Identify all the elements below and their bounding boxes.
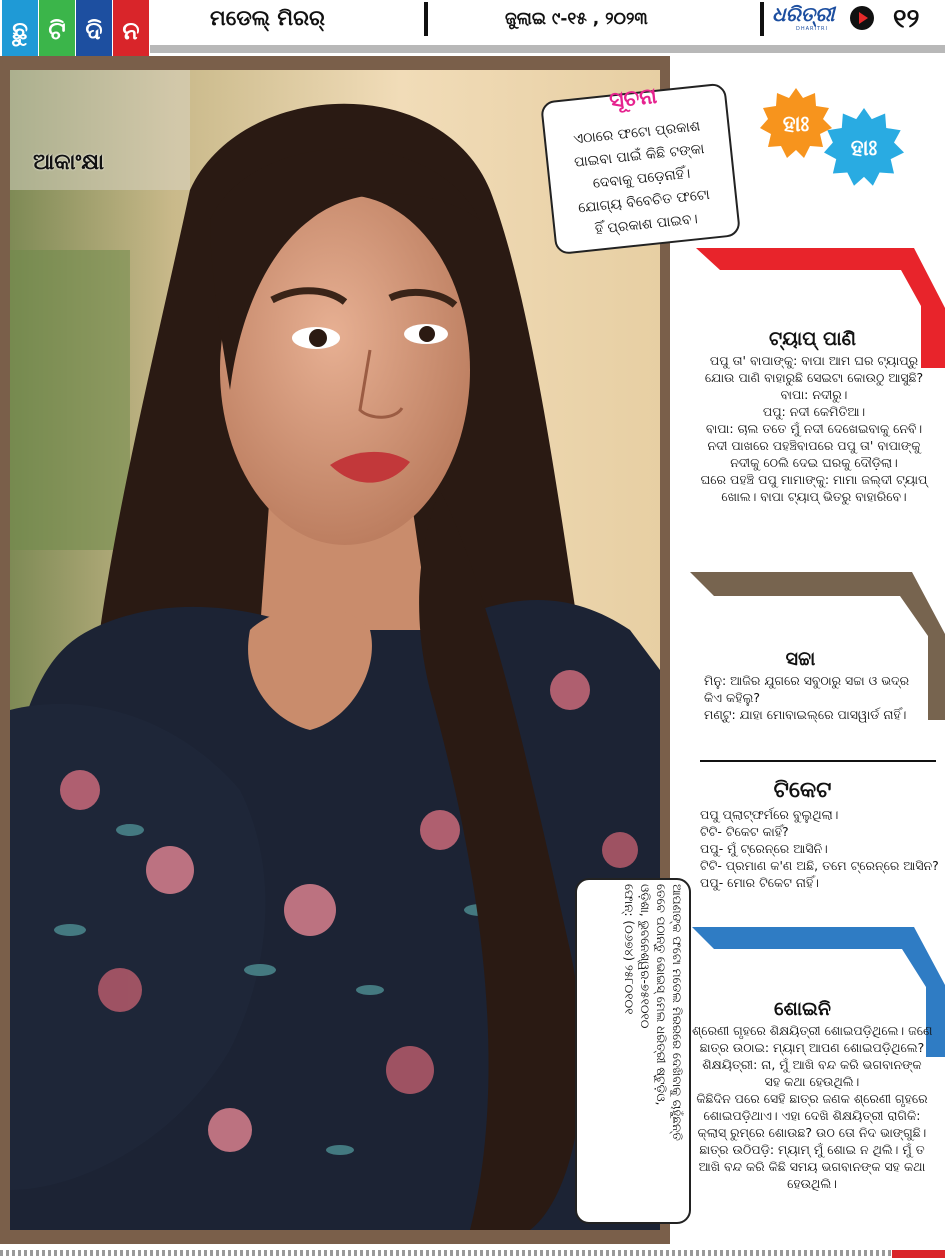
- notice-body: [553, 113, 730, 245]
- joke-title: ଶୋଇନି: [774, 998, 831, 1020]
- joke-line: ପପୁ- ମୋର ଟିକେଟ ନାହିଁ।: [700, 875, 819, 890]
- footer-accent: [892, 1250, 945, 1258]
- joke-body: [692, 1022, 932, 1192]
- joke-line: ଟିଟି- ପ୍ରମାଣ କ'ଣ ଅଛି, ତମେ ଟ୍ରେନ୍‌ରେ ଆସିନ?: [700, 858, 939, 873]
- notice-line: ଯୋଗ୍ୟ ବିବେଚିତ ଫଟୋ: [577, 186, 711, 217]
- publisher-logo[interactable]: [772, 2, 850, 34]
- joke-body: [685, 352, 943, 505]
- joke-line: ଆଖି ବନ୍ଦ କରି କିଛି ସମୟ ଭଗବାନଙ୍କ ସହ କଥା: [698, 1159, 926, 1174]
- play-icon: [850, 6, 874, 30]
- joke-body: [704, 672, 934, 723]
- submission-line: ଆପଣଙ୍କ ଫଟୋ ମଡେଲ ମିରରରେ ଦେଖିବାକୁ ଚାହୁଁଛନ୍ତି: [670, 884, 684, 1141]
- haha-badge-text: ହାଃ: [850, 135, 878, 161]
- joke-line: ଘରେ ପହଞ୍ଚି ପପୁ ମାମାଙ୍କୁ: ମାମା ଜଲ୍ଦୀ ଟ୍ୟାପ୍: [700, 472, 928, 487]
- joke-body: [700, 806, 940, 891]
- joke-line: ବାପା: ନଦୀରୁ।: [780, 387, 848, 402]
- haha-badge-text: ହାଃ: [782, 111, 810, 137]
- brand-letter-2: ଟି: [39, 0, 75, 62]
- photo-submission-text: [581, 884, 685, 1218]
- joke-line: ପପୁ ପ୍ଲାଟ୍‌ଫର୍ମରେ ବୁଲୁଥିଲା।: [700, 807, 839, 822]
- joke-line: ସହ କଥା ହେଉଥିଲି।: [764, 1074, 860, 1089]
- joke-line: କିଏ କହିଲୁ?: [704, 690, 761, 705]
- footer-rule: [0, 1250, 945, 1256]
- joke-line: ଟିଟି- ଟିକେଟ କାହିଁ?: [700, 824, 789, 839]
- joke-banner-red: [696, 248, 945, 368]
- joke-line: ଶିକ୍ଷୟିତ୍ରୀ: ନା, ମୁଁ ଆଖି ବନ୍ଦ କରି ଭଗବାନଙ୍କ: [702, 1057, 922, 1072]
- notice-bubble: [540, 83, 741, 256]
- submission-line: ଫୋନ୍: (୦୬୭୪) ୨୫୮୦୧୦୧: [622, 884, 636, 1015]
- joke-line: ପପୁ: ନଦୀ କେମିତିଆ।: [762, 404, 866, 419]
- joke-line: ମିନୁ: ଆଜିର ଯୁଗରେ ସବୁଠାରୁ ସଚ୍ଚା ଓ ଭଦ୍ର: [704, 673, 910, 688]
- joke-title: ଟ୍ୟାପ୍ ପାଣି: [769, 328, 856, 350]
- joke-line: ବାପା: ଚାଲ ତତେ ମୁଁ ନଦୀ ଦେଖେଇବାକୁ ନେବି।: [705, 421, 923, 436]
- joke-line: ଶୋଇପଡ଼ିଥାଏ। ଏହା ଦେଖି ଶିକ୍ଷୟିତ୍ରୀ ରାଗିକି:: [703, 1108, 921, 1123]
- submission-line: ତେବେ ପଠାନ୍ତୁ ଭୋଇସ୍ ମେଲ ଧରିତ୍ରୀ ଷ୍ଟୁଡ଼ିଓ,: [654, 884, 668, 1106]
- joke-line: ଛାତ୍ର ଉଠିପଡ଼ି: ମ୍ୟାମ୍ ମୁଁ ଶୋଇ ନ ଥିଲି। ମୁଁ ତ: [699, 1142, 925, 1157]
- notice-line: ପାଇବା ପାଇଁ କିଛି ଟଙ୍କା: [573, 141, 706, 171]
- brand-letter-1: ଛୁ: [2, 0, 38, 62]
- joke-line: ଖୋଲ। ବାପା ଟ୍ୟାପ୍ ଭିତରୁ ବାହାରିବେ।: [721, 489, 907, 504]
- notice-title: ସୂଚନା: [608, 83, 659, 114]
- publisher-logo-text: ଧରିତ୍ରୀ: [772, 2, 835, 26]
- publisher-logo-subtext: DHARITRI: [796, 26, 828, 32]
- joke-line: ନଦୀ ପାଖରେ ପହଞ୍ଚିବାପରେ ପପୁ ତା' ବାପାଙ୍କୁ: [707, 438, 921, 453]
- joke-line: ମଣ୍ଟୁ: ଯାହା ମୋବାଇଲ୍‌ରେ ପାସୱାର୍ଡ ନାହିଁ।: [704, 707, 907, 722]
- page-number: ୧୨: [893, 4, 920, 34]
- joke-line: ଛାତ୍ର ଉଠାଇ: ମ୍ୟାମ୍ ଆପଣ ଶୋଇପଡ଼ିଥିଲେ?: [699, 1040, 925, 1055]
- joke-line: ଶ୍ରେଣୀ ଗୃହରେ ଶିକ୍ଷୟିତ୍ରୀ ଶୋଇପଡ଼ିଥିଲେ। ଜଣେ: [692, 1023, 933, 1038]
- section-divider: [700, 760, 936, 762]
- brand-letter-4: ନ: [113, 0, 149, 62]
- header-divider: [760, 2, 764, 36]
- photo-submission-card: [575, 878, 691, 1224]
- joke-title: ସଚ୍ଚା: [785, 648, 816, 670]
- joke-line: କିଛିଦିନ ପରେ ସେହି ଛାତ୍ର ଜଣକ ଶ୍ରେଣୀ ଗୃହରେ: [696, 1091, 928, 1106]
- notice-line: ହିଁ ପ୍ରକାଶ ପାଇବ।: [594, 211, 699, 238]
- brand-letter-3: ଦି: [76, 0, 112, 62]
- submission-line: ଓଡ଼ିଶା, ଭୁବନେଶ୍ୱର-୭୫୧୦୧୦: [638, 884, 652, 1029]
- page-header: [0, 0, 945, 62]
- joke-line: ନଦୀକୁ ଠେଲି ଦେଇ ଘରକୁ ଦୌଡ଼ିଲା।: [730, 455, 898, 470]
- joke-title: ଟିକେଟ: [773, 778, 832, 803]
- model-name: ଆକାଂକ୍ଷା: [33, 150, 105, 175]
- haha-badge-orange: [760, 88, 832, 160]
- issue-date: ଜୁଲାଇ ୯-୧୫ , ୨୦୨୩: [505, 9, 648, 29]
- header-divider: [424, 2, 428, 36]
- joke-line: ଯୋଉ ପାଣି ବାହାରୁଛି ସେଇଟା କୋଉଠୁ ଆସୁଛି?: [704, 370, 924, 385]
- header-rule: [150, 45, 945, 53]
- haha-badge-blue: [824, 108, 904, 188]
- notice-line: ଦେବାକୁ ପଡ଼େନାହିଁ।: [592, 165, 692, 192]
- joke-line: କ୍ଲାସ୍ ରୁମ୍‌ରେ ଶୋଉଛ? ଉଠ ତୋ ନିଦ ଭାଙ୍ଗୁଛି।: [697, 1125, 927, 1140]
- section-title: ମଡେଲ୍ ମିରର୍: [210, 6, 325, 30]
- joke-line: ପପୁ ତା' ବାପାଙ୍କୁ: ବାପା ଆମ ଘର ଟ୍ୟାପ୍‌ରୁ: [709, 353, 919, 368]
- notice-line: ଏଠାରେ ଫଟୋ ପ୍ରକାଶ: [572, 118, 701, 148]
- joke-line: ପପୁ- ମୁଁ ଟ୍ରେନ୍‌ରେ ଆସିନି।: [700, 841, 828, 856]
- joke-line: ହେଉଥିଲି।: [787, 1176, 837, 1191]
